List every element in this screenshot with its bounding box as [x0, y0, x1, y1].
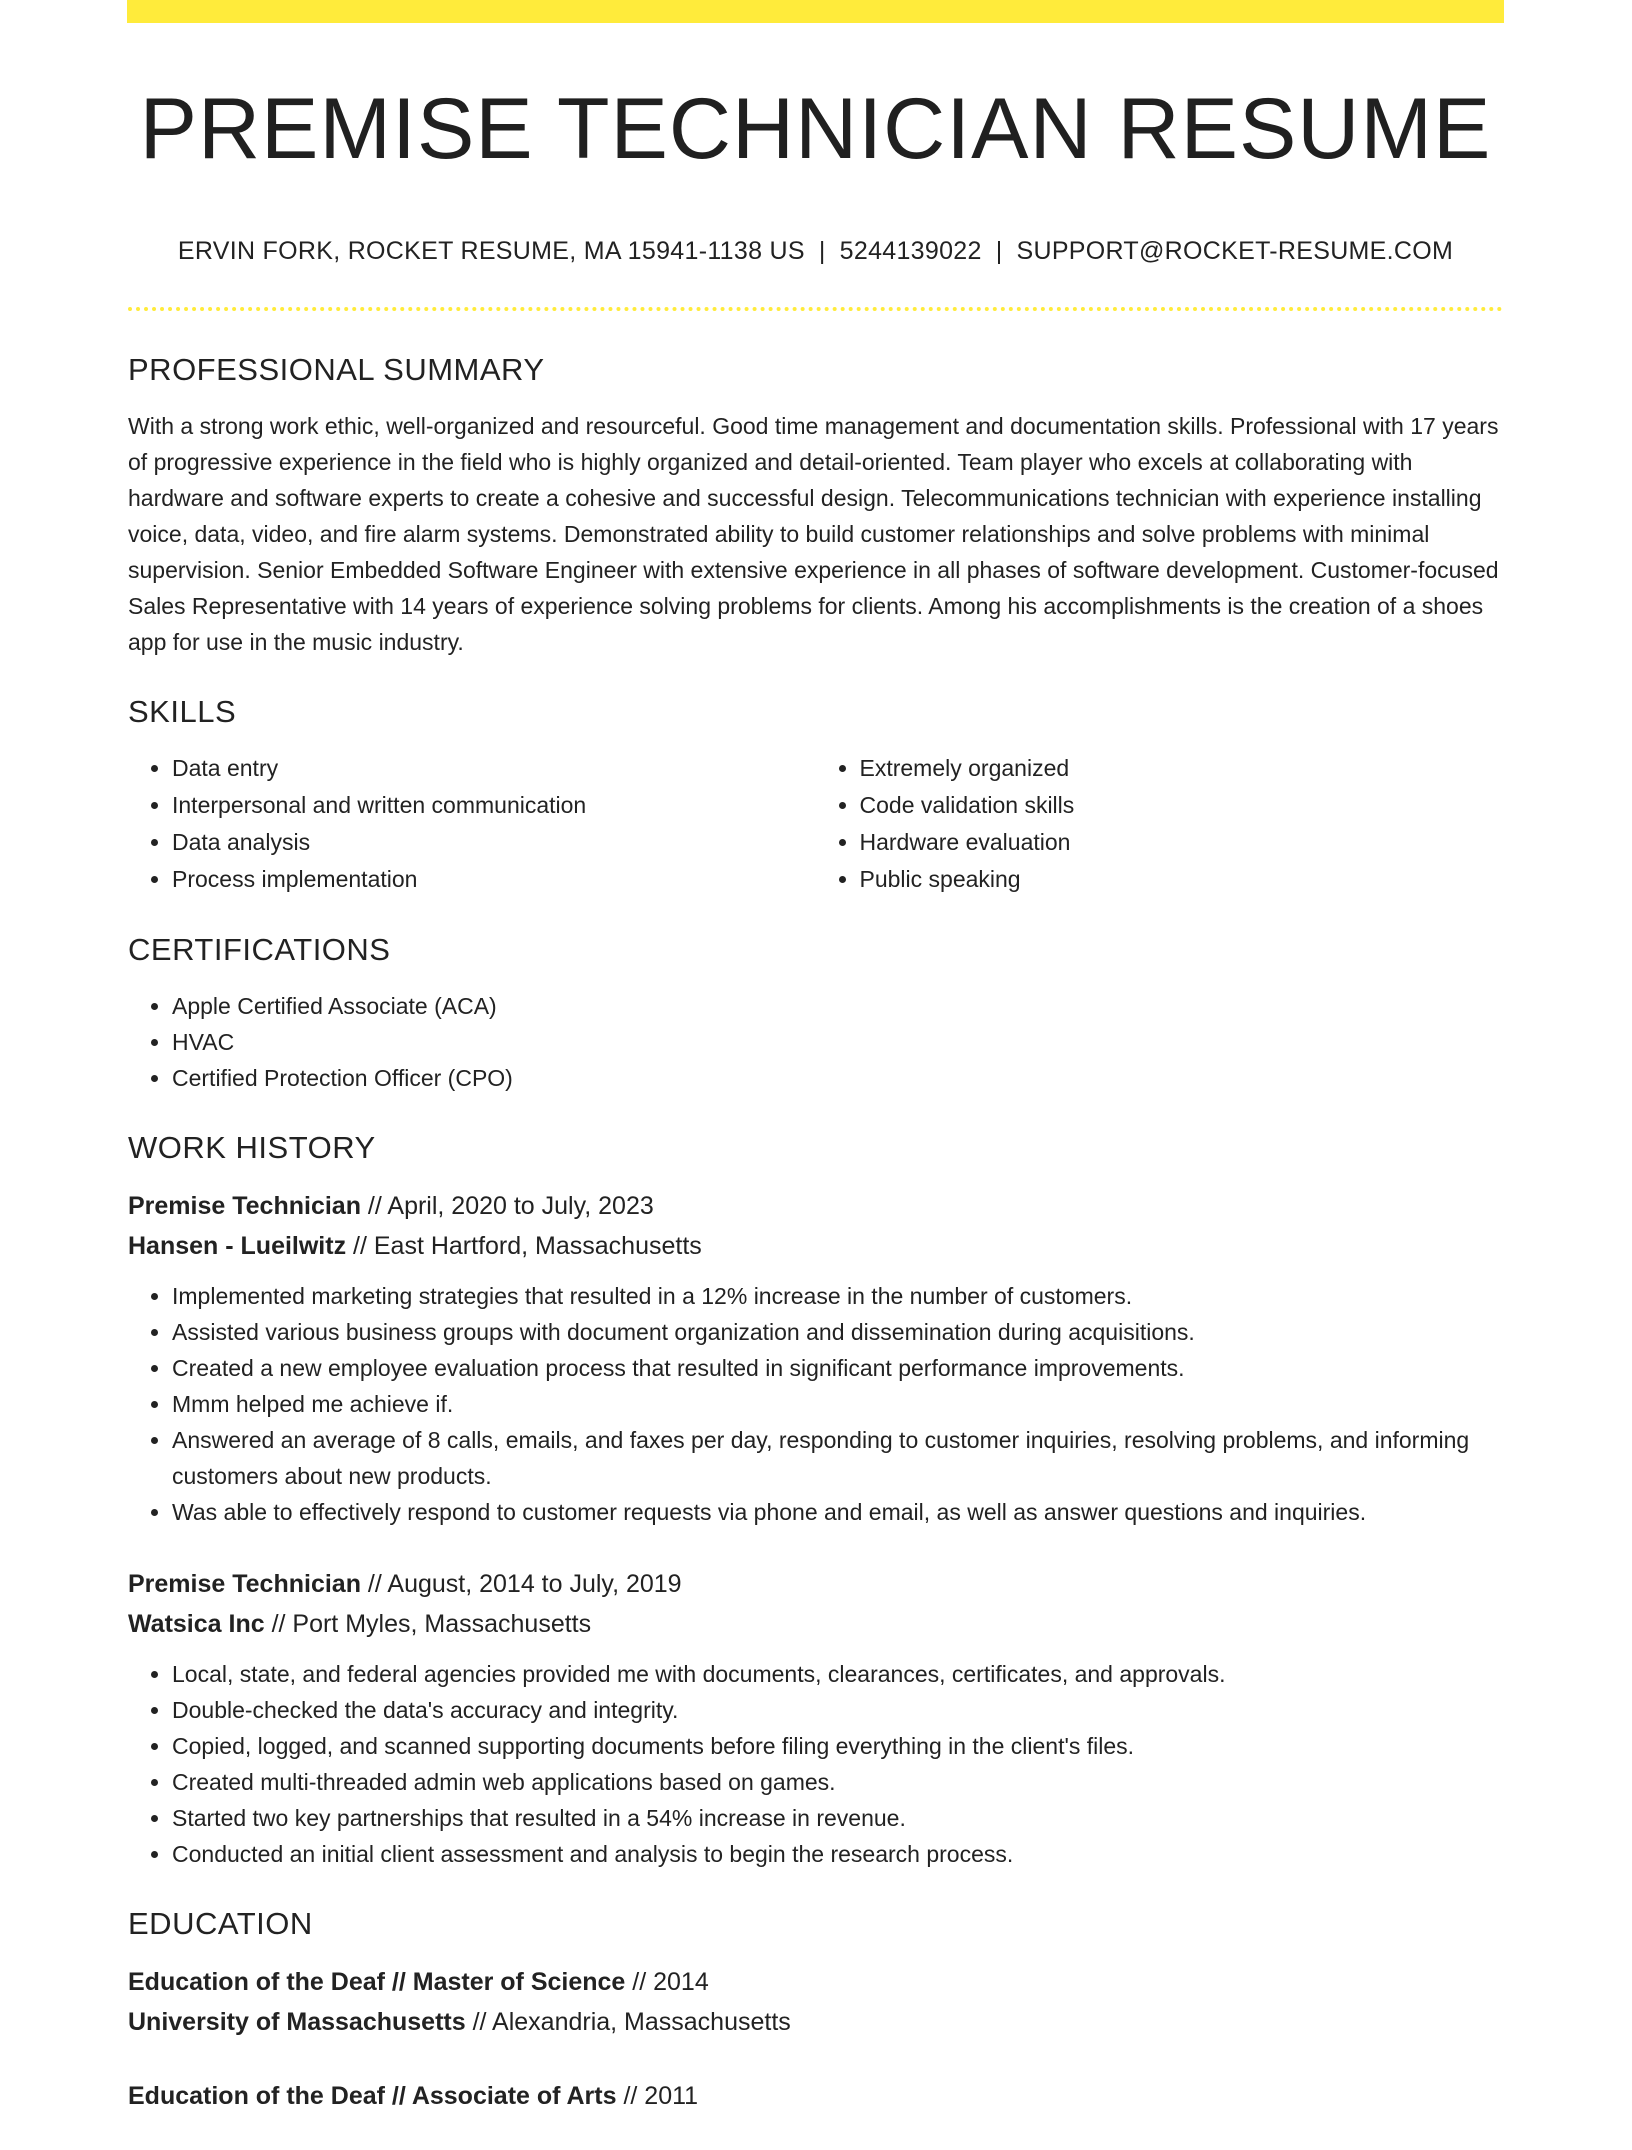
skill-item: • Data entry	[172, 750, 816, 787]
skill-item: • Process implementation	[172, 861, 816, 898]
job-bullet: • Was able to effectively respond to customer requests via phone and email, as well as answer questions and inquiries.	[172, 1494, 1503, 1530]
job-bullet: • Created a new employee evaluation process that resulted in significant performance improvements.	[172, 1350, 1503, 1386]
skill-item: • Extremely organized	[860, 750, 1504, 787]
job-dates: // April, 2020 to July, 2023	[360, 1192, 654, 1220]
skills-heading: SKILLS	[128, 694, 237, 729]
education-degree: Education of the Deaf // Associate of Arts	[128, 2082, 617, 2110]
certification-item: • Apple Certified Associate (ACA)	[172, 988, 1503, 1024]
summary-heading: PROFESSIONAL SUMMARY	[128, 352, 545, 387]
education-entry	[128, 2076, 1503, 2116]
top-accent-bar	[127, 0, 1504, 23]
job-company-line	[128, 1604, 1503, 1644]
job-bullets	[128, 1656, 1503, 1872]
skill-item: • Hardware evaluation	[860, 824, 1504, 861]
certification-item: • Certified Protection Officer (CPO)	[172, 1060, 1503, 1096]
contact-separator: |	[995, 237, 1003, 265]
education-heading: EDUCATION	[128, 1906, 313, 1941]
education-section	[128, 1906, 1503, 2116]
job-title-line	[128, 1186, 1503, 1226]
resume-title: PREMISE TECHNICIAN RESUME	[139, 81, 1492, 177]
job-bullet: • Double-checked the data's accuracy and integrity.	[172, 1692, 1503, 1728]
contact-separator: |	[818, 237, 826, 265]
contact-phone: 5244139022	[839, 237, 982, 265]
job-bullets	[128, 1278, 1503, 1530]
summary-text: With a strong work ethic, well-organized and resourceful. Good time management and documentation skills. Professional with 17 years of progressive experience in the field who is highly organized and detail-oriented. Team player who excels at collaborating with hardware and software experts to create a cohesive and successful design. Telecommunications technician with experience installing voice, data, video, and fire alarm systems. Demonstrated ability to build customer relationships and solve problems with minimal supervision. Senior Embedded Software Engineer with extensive experience in all phases of software development. Customer-focused Sales Representative with 14 years of experience solving problems for clients. Among his accomplishments is the creation of a shoes app for use in the music industry.	[128, 413, 1499, 655]
certifications-section	[128, 932, 1503, 1096]
certifications-list	[128, 988, 1503, 1096]
education-entry	[128, 1962, 1503, 2042]
skills-section	[128, 694, 1503, 898]
education-school: University of Massachusetts	[128, 2008, 466, 2036]
education-location: // Alexandria, Massachusetts	[465, 2008, 791, 2036]
job-bullet: • Mmm helped me achieve if.	[172, 1386, 1503, 1422]
education-year: // 2011	[616, 2082, 699, 2110]
job-bullet: • Copied, logged, and scanned supporting documents before filing everything in the client's files.	[172, 1728, 1503, 1764]
job-title: Premise Technician	[128, 1192, 361, 1220]
skill-item: • Public speaking	[860, 861, 1504, 898]
work-history-section	[128, 1130, 1503, 1872]
skill-item: • Interpersonal and written communication	[172, 787, 816, 824]
job-dates: // August, 2014 to July, 2019	[360, 1570, 682, 1598]
contact-line	[128, 237, 1503, 266]
job-location: // East Hartford, Massachusetts	[346, 1232, 702, 1260]
education-degree-line	[128, 1962, 1503, 2002]
job-entry	[128, 1564, 1503, 1872]
job-bullet: • Conducted an initial client assessment and analysis to begin the research process.	[172, 1836, 1503, 1872]
job-bullet: • Implemented marketing strategies that resulted in a 12% increase in the number of customers.	[172, 1278, 1503, 1314]
job-company-line	[128, 1226, 1503, 1266]
job-title-line	[128, 1564, 1503, 1604]
job-company: Hansen - Lueilwitz	[128, 1232, 347, 1260]
education-year: // 2014	[625, 1968, 709, 1996]
job-bullet: • Assisted various business groups with document organization and dissemination during acquisitions.	[172, 1314, 1503, 1350]
job-bullet: • Local, state, and federal agencies provided me with documents, clearances, certificates, and approvals.	[172, 1656, 1503, 1692]
header-divider	[128, 307, 1503, 311]
job-bullet: • Answered an average of 8 calls, emails, and faxes per day, responding to customer inquiries, resolving problems, and informing customers about new products.	[172, 1422, 1503, 1494]
job-location: // Port Myles, Massachusetts	[264, 1610, 592, 1638]
education-degree: Education of the Deaf // Master of Science	[128, 1968, 626, 1996]
skills-list-right	[816, 750, 1504, 898]
skill-item: • Data analysis	[172, 824, 816, 861]
job-bullet: • Started two key partnerships that resulted in a 54% increase in revenue.	[172, 1800, 1503, 1836]
job-bullet: • Created multi-threaded admin web applications based on games.	[172, 1764, 1503, 1800]
job-title: Premise Technician	[128, 1570, 361, 1598]
skills-list-left	[128, 750, 816, 898]
resume-body	[128, 352, 1503, 2150]
certification-item: • HVAC	[172, 1024, 1503, 1060]
education-school-line	[128, 2002, 1503, 2042]
contact-email: SUPPORT@ROCKET-RESUME.COM	[1016, 237, 1454, 265]
contact-address: ERVIN FORK, ROCKET RESUME, MA 15941-1138 US	[177, 237, 805, 265]
skills-columns	[128, 750, 1503, 898]
job-entry	[128, 1186, 1503, 1530]
education-degree-line	[128, 2076, 1503, 2116]
work-history-heading: WORK HISTORY	[128, 1130, 376, 1165]
job-company: Watsica Inc	[128, 1610, 265, 1638]
summary-section	[128, 352, 1503, 660]
certifications-heading: CERTIFICATIONS	[128, 932, 391, 967]
skill-item: • Code validation skills	[860, 787, 1504, 824]
